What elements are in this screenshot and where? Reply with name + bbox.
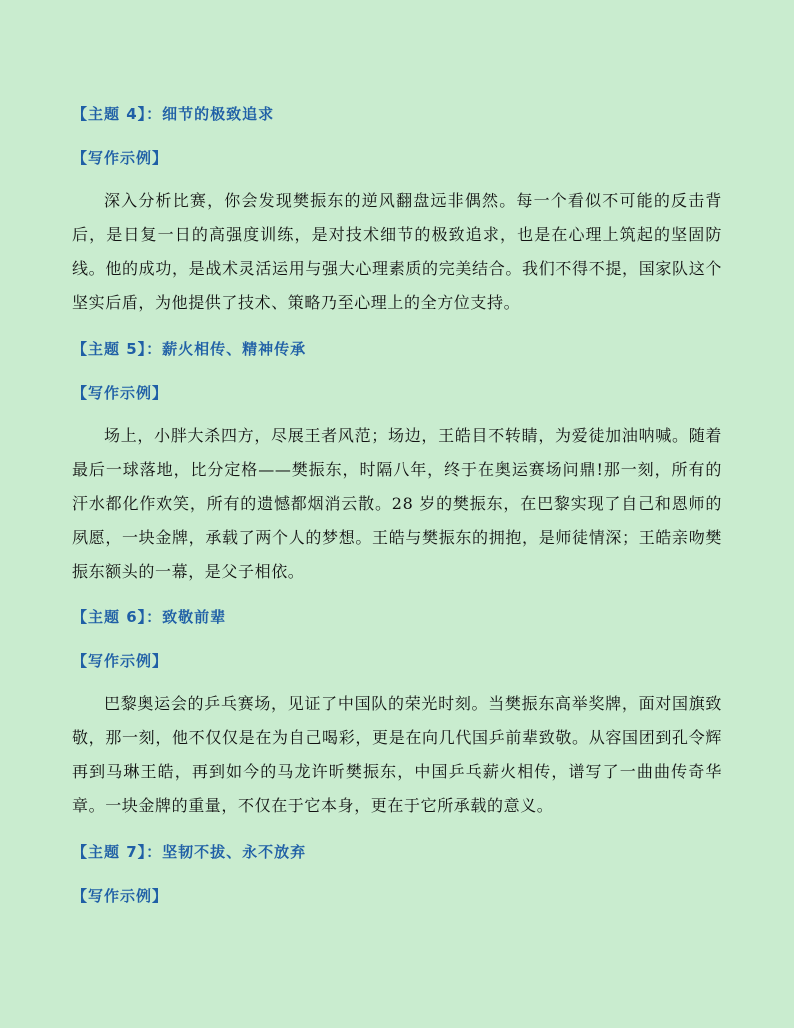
topic-5-heading: 【主题 5】：薪火相传、精神传承: [72, 340, 307, 358]
topic-4-example-label: 【写作示例】: [72, 149, 169, 167]
topic-4-paragraph: 深入分析比赛，你会发现樊振东的逆风翻盘远非偶然。每一个看似不可能的反击背后，是日复一日的高强度训练，是对技术细节的极致追求，也是在心理上筑起的坚固防线。他的成功，是战术灵活运用与强大心理素质的完美结合。我们不得不提，国家队这个坚实后盾，为他提供了技术、策略乃至心理上的全方位支持。: [72, 191, 722, 312]
topic-7-heading: 【主题 7】：坚韧不拔、永不放弃: [72, 843, 307, 861]
topic-4-heading: 【主题 4】：细节的极致追求: [72, 105, 275, 123]
topic-5-paragraph: 场上，小胖大杀四方，尽展王者风范；场边，王皓目不转睛，为爱徒加油呐喊。随着最后一球落地，比分定格——樊振东，时隔八年，终于在奥运赛场问鼎!那一刻，所有的汗水都化作欢笑，所有的遗憾都烟消云散。28 岁的樊振东，在巴黎实现了自己和恩师的夙愿，一块金牌，承载了两个人的梦想。王皓与樊振东的拥抱，是师徒情深；王皓亲吻樊振东额头的一幕，是父子相依。: [72, 426, 722, 581]
topic-6-paragraph: 巴黎奥运会的乒乓赛场，见证了中国队的荣光时刻。当樊振东高举奖牌，面对国旗致敬，那一刻，他不仅仅是在为自己喝彩，更是在向几代国乒前辈致敬。从容国团到孔令辉再到马琳王皓，再到如今的马龙许昕樊振东，中国乒乓薪火相传，谱写了一曲曲传奇华章。一块金牌的重量，不仅在于它本身，更在于它所承载的意义。: [72, 694, 722, 815]
topic-7-example-label: 【写作示例】: [72, 887, 169, 905]
topic-6-example-label: 【写作示例】: [72, 652, 169, 670]
topic-6-heading: 【主题 6】：致敬前辈: [72, 608, 227, 626]
topic-5-example-label: 【写作示例】: [72, 384, 169, 402]
